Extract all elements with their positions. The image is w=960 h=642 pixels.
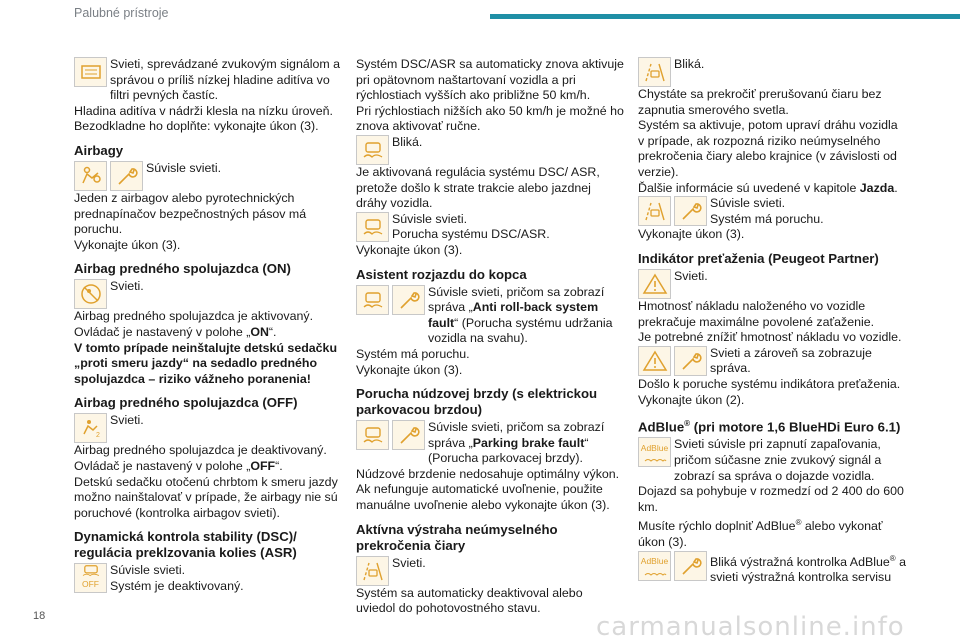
overload-fault-action: Vykonajte úkon (2). [638,392,745,407]
adblue-icon-label: AdBlue [640,442,669,453]
column-3 [638,57,906,586]
lane-fault-desc: Systém má poruchu. [710,211,824,226]
overload-action-text: Je potrebné znížiť hmotnosť nákladu vo vozidle. [638,330,902,345]
overload-fault-status: Svieti a zároveň sa zobrazuje správa. [710,345,872,376]
passenger-on-desc: Airbag predného spolujazdca je aktivovaný. [74,309,314,324]
hill-assist-msg: Súvisle svieti, pričom sa zobrazí správa „Anti roll-back system fault“ (Porucha systému udržania vozidla na svahu). [428,284,613,346]
passenger-off-note: Detskú sedačku otočenú chrbtom k smeru jazdy možno nainštalovať v prípade, že airbagy nie sú poruchové (kontrolka airbagov svieti). [74,474,338,520]
dsc-fault-action: Vykonajte úkon (3). [356,242,463,257]
airbag-status: Súvisle svieti. [146,160,222,175]
dsc-blink-row [356,135,624,165]
brake-desc: Núdzové brzdenie nedosahuje optimálny výkon. [356,466,620,481]
lane-system-desc: Systém sa aktivuje, potom upraví dráhu vozidla v prípade, ak rozpozná riziko neúmyselného prekročenia čiary alebo krajnice (v závislosti od verzie). [638,118,898,179]
lane-more-info: Ďalšie informácie sú uvedené v kapitole Jazda. [638,180,898,195]
overload-status: Svieti. [674,268,708,283]
svg-text:2: 2 [95,432,100,440]
additive-level-icon [74,57,107,87]
adblue-icon [638,551,671,581]
page-number: 18 [33,610,46,622]
lane-blink-row [638,57,906,87]
lane-heading: Aktívna výstraha neúmyselného prekročenia čiary [356,521,558,553]
dsc-heading: Dynamická kontrola stability (DSC)/ regulácia preklzovania kolies (ASR) [74,529,297,561]
adblue-desc-1: Svieti súvisle pri zapnutí zapaľovania, pričom súčasne znie zvukový signál a zobrazí sa správa o dojazde vozidla. [674,437,882,483]
dsc-fault-row [356,212,624,243]
additive-row [74,57,342,104]
adblue-blink-desc: Bliká výstražná kontrolka AdBlue® a svieti výstražná kontrolka servisu [710,553,907,585]
airbag-desc: Jeden z airbagov alebo pyrotechnických prednapínačov bezpečnostných pásov má poruchu. [74,190,307,237]
wrench-icon [674,551,707,581]
dsc-status: Súvisle svieti. [110,563,186,578]
passenger-airbag-off-icon [74,413,107,443]
hill-assist-action: Vykonajte úkon (3). [356,362,463,377]
overload-fault-desc: Došlo k poruche systému indikátora preťaženia. [638,376,901,391]
column-2 [356,57,624,617]
overload-fault-row [638,346,906,377]
lane-departure-icon [638,57,671,87]
lane-blink-status: Bliká. [674,57,705,71]
additive-text: Svieti, sprevádzané zvukovým signálom a správou o príliš nízkej hladine aditíva vo filtri pevných častíc. [110,57,341,103]
additive-text-3: Bezodkladne ho doplňte: vykonajte úkon (3). [74,119,319,134]
passenger-airbag-on-icon [74,279,107,309]
lane-row [356,556,624,586]
adblue-row [638,437,906,484]
wrench-icon [674,346,707,376]
additive-text-2: Hladina aditíva v nádrži klesla na nízku úroveň. [74,103,333,118]
dsc-row [74,563,342,594]
wrench-icon [392,285,425,315]
watermark: carmanualsonline.info [596,612,905,642]
adblue-icon-label: AdBlue [640,555,669,566]
lane-fault-row [638,196,906,227]
dsc-manual-text: Pri rýchlostiach nižších ako 50 km/h je možné ho znova aktivovať ručne. [356,103,624,134]
overload-desc: Hmotnosť nákladu naloženého vo vozidle prekračuje maximálne povolené zaťaženie. [638,298,875,329]
passenger-on-row [74,279,342,309]
dsc-desc: Systém je deaktivovaný. [110,578,244,593]
airbag-row [74,161,342,191]
lane-departure-icon [638,196,671,226]
dsc-off-label: OFF [82,578,99,589]
adblue-refill: Musíte rýchlo doplniť AdBlue® alebo vykonať úkon (3). [638,518,883,550]
passenger-on-heading: Airbag predného spolujazdca (ON) [74,261,291,277]
adblue-blink-row [638,551,906,586]
hill-assist-row [356,285,624,347]
dsc-fault-icon [356,212,389,242]
dsc-fault-status: Súvisle svieti. [392,211,468,226]
hill-assist-icon [356,285,389,315]
dsc-reactivate-text: Systém DSC/ASR sa automaticky znova aktivuje pri opätovnom naštartovaní vozidla a pri rýchlostiach vyšších ako približne 50 km/h. [356,57,624,103]
column-1 [74,57,342,594]
lane-status: Svieti. [392,555,426,570]
dsc-fault-desc: Porucha systému DSC/ASR. [392,227,550,242]
passenger-off-switch: Ovládač je nastavený v polohe „OFF“. [74,458,283,473]
passenger-off-row [74,413,342,443]
dsc-off-icon [74,563,107,593]
adblue-icon [638,437,671,467]
brake-msg: Súvisle svieti, pričom sa zobrazí správa „Parking brake fault“ (Porucha parkovacej brzdy). [428,420,605,466]
overload-warning-icon [638,269,671,299]
overload-warning-icon [638,346,671,376]
dsc-blink-desc: Je aktivovaná regulácia systému DSC/ ASR, pretože došlo k strate trakcie alebo jazdnej dráhy vozidla. [356,164,600,211]
passenger-off-heading: Airbag predného spolujazdca (OFF) [74,395,298,411]
brake-heading: Porucha núdzovej brzdy (s elektrickou parkovacou brzdou) [356,386,598,418]
brake-icon [356,420,389,450]
airbag-heading: Airbagy [74,142,124,158]
dsc-blink-status: Bliká. [392,134,423,149]
brake-row [356,420,624,467]
page-header-title: Palubné prístroje [74,6,169,20]
brake-action: Ak nefunguje automatické uvoľnenie, použite manuálne uvoľnenie alebo vykonajte úkon (3). [356,482,610,513]
lane-fault-action: Vykonajte úkon (3). [638,227,745,242]
wrench-icon [392,420,425,450]
passenger-off-desc: Airbag predného spolujazdca je deaktivovaný. [74,443,327,458]
wrench-icon [110,161,143,191]
adblue-range: Dojazd sa pohybuje v rozmedzí od 2 400 do 600 km. [638,484,904,514]
overload-heading: Indikátor preťaženia (Peugeot Partner) [638,250,879,266]
overload-row [638,269,906,299]
lane-desc: Systém sa automaticky deaktivoval alebo uviedol do pohotovostného stavu. [356,585,583,616]
airbag-icon [74,161,107,191]
hill-assist-fault: Systém má poruchu. [356,346,470,361]
wrench-icon [674,196,707,226]
adblue-heading: AdBlue® (pri motore 1,6 BlueHDi Euro 6.1) [638,419,901,435]
passenger-on-status: Svieti. [110,279,144,294]
lane-blink-desc: Chystáte sa prekročiť prerušovanú čiaru bez zapnutia smerového svetla. [638,87,882,117]
airbag-action: Vykonajte úkon (3). [74,237,181,252]
dsc-icon [356,135,389,165]
hill-assist-heading: Asistent rozjazdu do kopca [356,266,527,282]
lane-fault-status: Súvisle svieti. [710,196,786,211]
passenger-on-warning: V tomto prípade neinštalujte detskú sedačku „proti smeru jazdy“ na sedadlo predného spolujazdca – riziko vážneho poranenia! [74,340,338,386]
passenger-off-status: Svieti. [110,413,144,428]
lane-departure-icon [356,556,389,586]
passenger-on-switch: Ovládač je nastavený v polohe „ON“. [74,324,277,339]
header-accent-bar [490,14,960,19]
